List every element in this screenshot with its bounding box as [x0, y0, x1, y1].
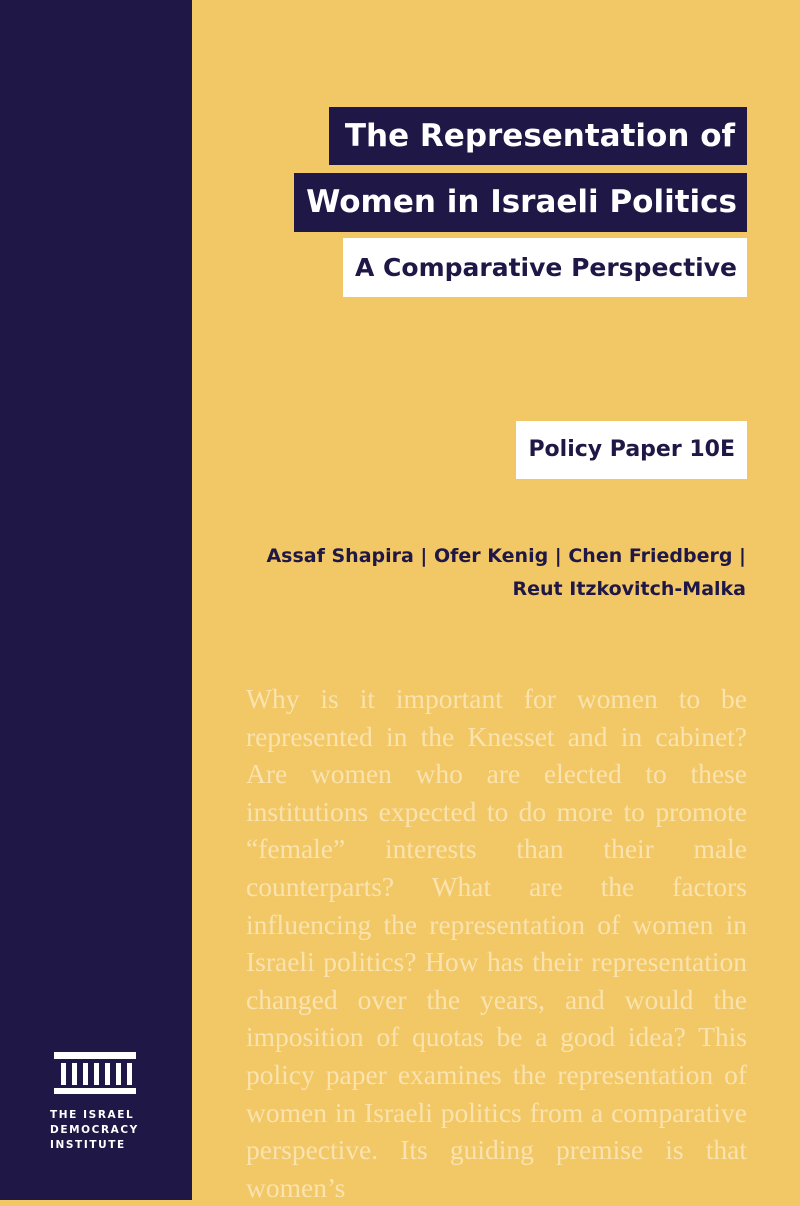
- abstract: [246, 680, 747, 1206]
- publisher-name-line2: DEMOCRACY: [50, 1124, 139, 1136]
- series-label: Policy Paper 10E: [516, 421, 747, 479]
- publisher-name-line1: THE ISRAEL: [50, 1109, 135, 1121]
- subtitle: A Comparative Perspective: [343, 238, 747, 297]
- publisher-logo: [50, 1052, 142, 1153]
- abstract-text: Why is it important for women to be represented in the Knesset and in cabinet? Are women who are elected to these institutions expected to do more to promote “female” interests than their male counterparts? What are the factors influencing the representation of women in Israeli politics? How has their representation changed over the years, and would the imposition of quotas be a good idea? This policy paper examines the representation of women in Israeli politics from a comparative perspective. Its guiding premise is that women’s: [246, 683, 747, 1203]
- publisher-name-line3: INSTITUTE: [50, 1139, 126, 1151]
- authors-line-1: Assaf Shapira | Ofer Kenig | Chen Friedberg |: [266, 545, 746, 567]
- columns-building-icon: [52, 1052, 138, 1096]
- authors-line-2: Reut Itzkovitch-Malka: [512, 578, 746, 600]
- author-list: [226, 540, 746, 606]
- title-line-1: The Representation of: [329, 107, 747, 165]
- sidebar-band: [0, 0, 192, 1200]
- title-line-2: Women in Israeli Politics: [294, 173, 747, 232]
